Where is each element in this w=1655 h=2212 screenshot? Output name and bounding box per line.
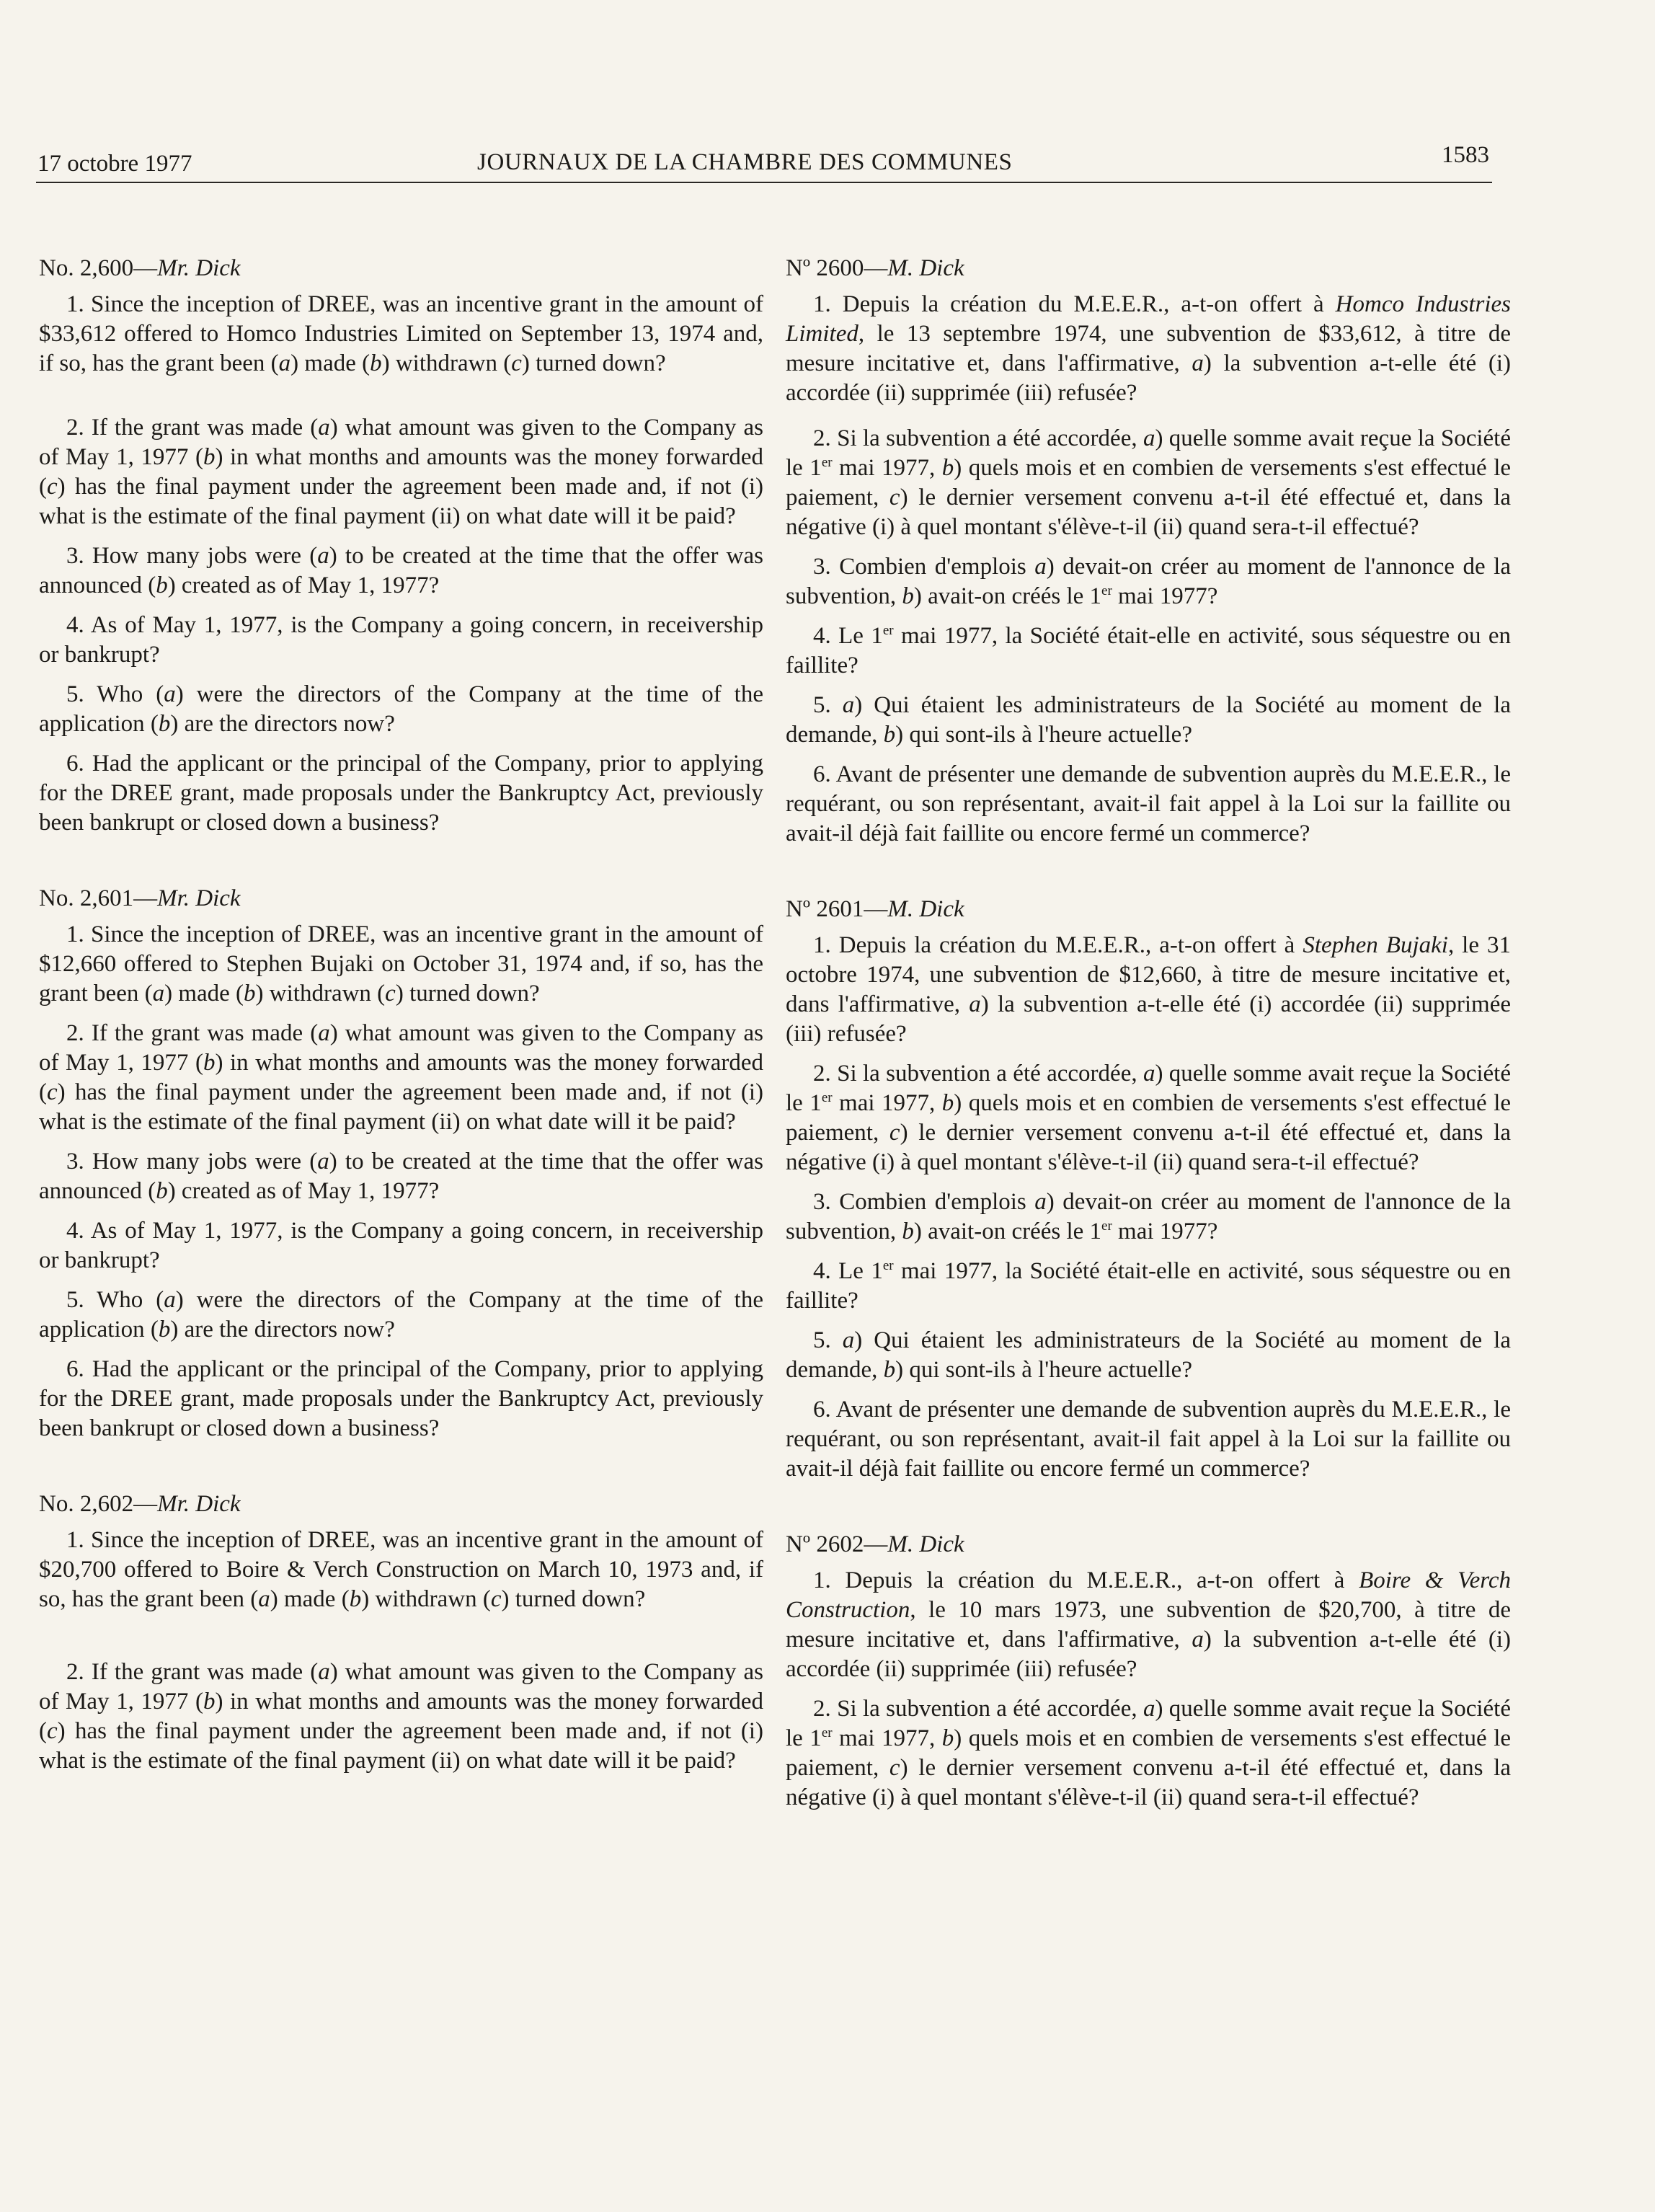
journal-title: JOURNAUX DE LA CHAMBRE DES COMMUNES	[477, 149, 1013, 175]
question-heading	[39, 884, 763, 913]
question-paragraph-4: 4. As of May 1, 1977, is the Company a going concern, in receivership or bankrupt?	[39, 1218, 763, 1273]
question-paragraph-5: 5. a) Qui étaient les administrateurs de la Société au moment de la demande, b) qui sont-ils à l'heure actuelle?	[786, 692, 1512, 748]
question-paragraph-2: 2. Si la subvention a été accordée, a) quelle somme avait reçue la Société le 1er mai 1977, b) quels mois et en combien de versements s'est effectué le paiement, c) le dernier versement convenu a-t-il été effectué et, dans la négative (i) à quel montant s'élève-t-il (ii) quand sera-t-il effectué?	[786, 425, 1512, 540]
question-paragraph-6: 6. Avant de présenter une demande de subvention auprès du M.E.E.R., le requérant, ou son représentant, avait-il fait appel à la Loi sur la faillite ou avait-il déjà fait faillite ou encore fermé un commerce?	[786, 1397, 1511, 1482]
question-number: Nº 2601—	[786, 896, 888, 922]
question-paragraph-1: 1. Since the inception of DREE, was an incentive grant in the amount of $20,700 offered to Boire & Verch Construction on March 10, 1973 and, if so, has the grant been (a) made (b) withdrawn (c) turned down?	[39, 1527, 763, 1612]
member-name: M. Dick	[887, 1531, 964, 1557]
question-paragraph-2: 2. If the grant was made (a) what amount was given to the Company as of May 1, 1977 (b) in what months and amounts was the money forwarded (c) has the final payment under the agreement been made and, if not (i) what is the estimate of the final payment (ii) on what date will it be paid?	[39, 415, 764, 529]
member-name: Mr. Dick	[157, 885, 241, 911]
page-header	[36, 141, 1492, 183]
question-number: No. 2,600—	[39, 255, 158, 281]
question-paragraph-1: 1. Depuis la création du M.E.E.R., a-t-on offert à Boire & Verch Construction, le 10 mars 1973, une subvention de $20,700, à titre de mesure incitative et, dans l'affirmative, a) la subvention a-t-elle été (i) accordée (ii) supprimée (iii) refusée?	[786, 1567, 1511, 1682]
question-paragraph-2: 2. If the grant was made (a) what amount was given to the Company as of May 1, 1977 (b) in what months and amounts was the money forwarded (c) has the final payment under the agreement been made and, if not (i) what is the estimate of the final payment (ii) on what date will it be paid?	[39, 1659, 764, 1774]
member-name: M. Dick	[887, 255, 964, 281]
question-paragraph-6: 6. Avant de présenter une demande de subvention auprès du M.E.E.R., le requérant, ou son représentant, avait-il fait appel à la Loi sur la faillite ou avait-il déjà fait faillite ou encore fermé un commerce?	[786, 761, 1511, 846]
member-name: Mr. Dick	[157, 255, 241, 281]
question-paragraph-1: 1. Depuis la création du M.E.E.R., a-t-on offert à Stephen Bujaki, le 31 octobre 1974, une subvention de $12,660, à titre de mesure incitative et, dans l'affirmative, a) la subvention a-t-elle été (i) accordée (ii) supprimée (iii) refusée?	[786, 932, 1512, 1047]
member-name: Mr. Dick	[157, 1491, 241, 1517]
english-column	[39, 254, 763, 1822]
question-paragraph-2: 2. If the grant was made (a) what amount was given to the Company as of May 1, 1977 (b) in what months and amounts was the money forwarded (c) has the final payment under the agreement been made and, if not (i) what is the estimate of the final payment (ii) on what date will it be paid?	[39, 1020, 764, 1135]
question-2601-en	[39, 884, 763, 1443]
question-paragraph-4: 4. Le 1er mai 1977, la Société était-elle en activité, sous séquestre ou en faillite?	[786, 623, 1511, 678]
question-number: Nº 2602—	[786, 1531, 888, 1557]
question-2602-fr	[786, 1530, 1511, 1813]
question-paragraph-6: 6. Had the applicant or the principal of the Company, prior to applying for the DREE grant, made proposals under the Bankruptcy Act, previously been bankrupt or closed down a business?	[39, 751, 763, 836]
question-paragraph-4: 4. Le 1er mai 1977, la Société était-elle en activité, sous séquestre ou en faillite?	[786, 1258, 1511, 1314]
question-paragraph-3: 3. How many jobs were (a) to be created at the time that the offer was announced (b) created as of May 1, 1977?	[39, 1149, 763, 1204]
question-paragraph-3: 3. Combien d'emplois a) devait-on créer au moment de l'annonce de la subvention, b) avait-on créés le 1er mai 1977?	[786, 1189, 1512, 1244]
question-number: Nº 2600—	[786, 255, 888, 281]
question-paragraph-5: 5. Who (a) were the directors of the Company at the time of the application (b) are the directors now?	[39, 681, 763, 737]
question-paragraph-5: 5. a) Qui étaient les administrateurs de la Société au moment de la demande, b) qui sont-ils à l'heure actuelle?	[786, 1327, 1512, 1383]
question-paragraph-1: 1. Since the inception of DREE, was an incentive grant in the amount of $12,660 offered to Stephen Bujaki on October 31, 1974 and, if so, has the grant been (a) made (b) withdrawn (c) turned down?	[39, 921, 763, 1007]
question-paragraph-2: 2. Si la subvention a été accordée, a) quelle somme avait reçue la Société le 1er mai 1977, b) quels mois et en combien de versements s'est effectué le paiement, c) le dernier versement convenu a-t-il été effectué et, dans la négative (i) à quel montant s'élève-t-il (ii) quand sera-t-il effectué?	[786, 1061, 1512, 1175]
question-paragraph-2: 2. Si la subvention a été accordée, a) quelle somme avait reçue la Société le 1er mai 1977, b) quels mois et en combien de versements s'est effectué le paiement, c) le dernier versement convenu a-t-il été effectué et, dans la négative (i) à quel montant s'élève-t-il (ii) quand sera-t-il effectué?	[786, 1696, 1512, 1810]
question-paragraph-3: 3. Combien d'emplois a) devait-on créer au moment de l'annonce de la subvention, b) avait-on créés le 1er mai 1977?	[786, 554, 1512, 609]
member-name: M. Dick	[887, 896, 964, 922]
question-2600-en	[39, 254, 763, 838]
question-heading	[39, 1490, 763, 1519]
question-heading	[39, 254, 763, 283]
question-paragraph-1: 1. Since the inception of DREE, was an incentive grant in the amount of $33,612 offered to Homco Industries Limited on September 13, 1974 and, if so, has the grant been (a) made (b) withdrawn (c) turned down?	[39, 291, 763, 376]
question-paragraph-5: 5. Who (a) were the directors of the Company at the time of the application (b) are the directors now?	[39, 1287, 763, 1342]
header-date: 17 octobre 1977	[37, 151, 192, 177]
question-2602-en	[39, 1490, 763, 1776]
question-number: No. 2,601—	[39, 885, 158, 911]
french-column	[786, 254, 1511, 1859]
question-2601-fr	[786, 895, 1511, 1484]
question-heading	[786, 254, 1511, 283]
question-paragraph-3: 3. How many jobs were (a) to be created at the time that the offer was announced (b) created as of May 1, 1977?	[39, 543, 763, 598]
question-paragraph-1: 1. Depuis la création du M.E.E.R., a-t-on offert à Homco Industries Limited, le 13 septembre 1974, une subvention de $33,612, à titre de mesure incitative et, dans l'affirmative, a) la subvention a-t-elle été (i) accordée (ii) supprimée (iii) refusée?	[786, 291, 1511, 406]
page-number: 1583	[1442, 142, 1489, 168]
question-number: No. 2,602—	[39, 1491, 158, 1517]
question-heading	[786, 895, 1511, 924]
question-2600-fr	[786, 254, 1511, 849]
question-paragraph-6: 6. Had the applicant or the principal of the Company, prior to applying for the DREE grant, made proposals under the Bankruptcy Act, previously been bankrupt or closed down a business?	[39, 1356, 763, 1441]
question-heading	[786, 1530, 1511, 1560]
question-paragraph-4: 4. As of May 1, 1977, is the Company a going concern, in receivership or bankrupt?	[39, 612, 763, 668]
